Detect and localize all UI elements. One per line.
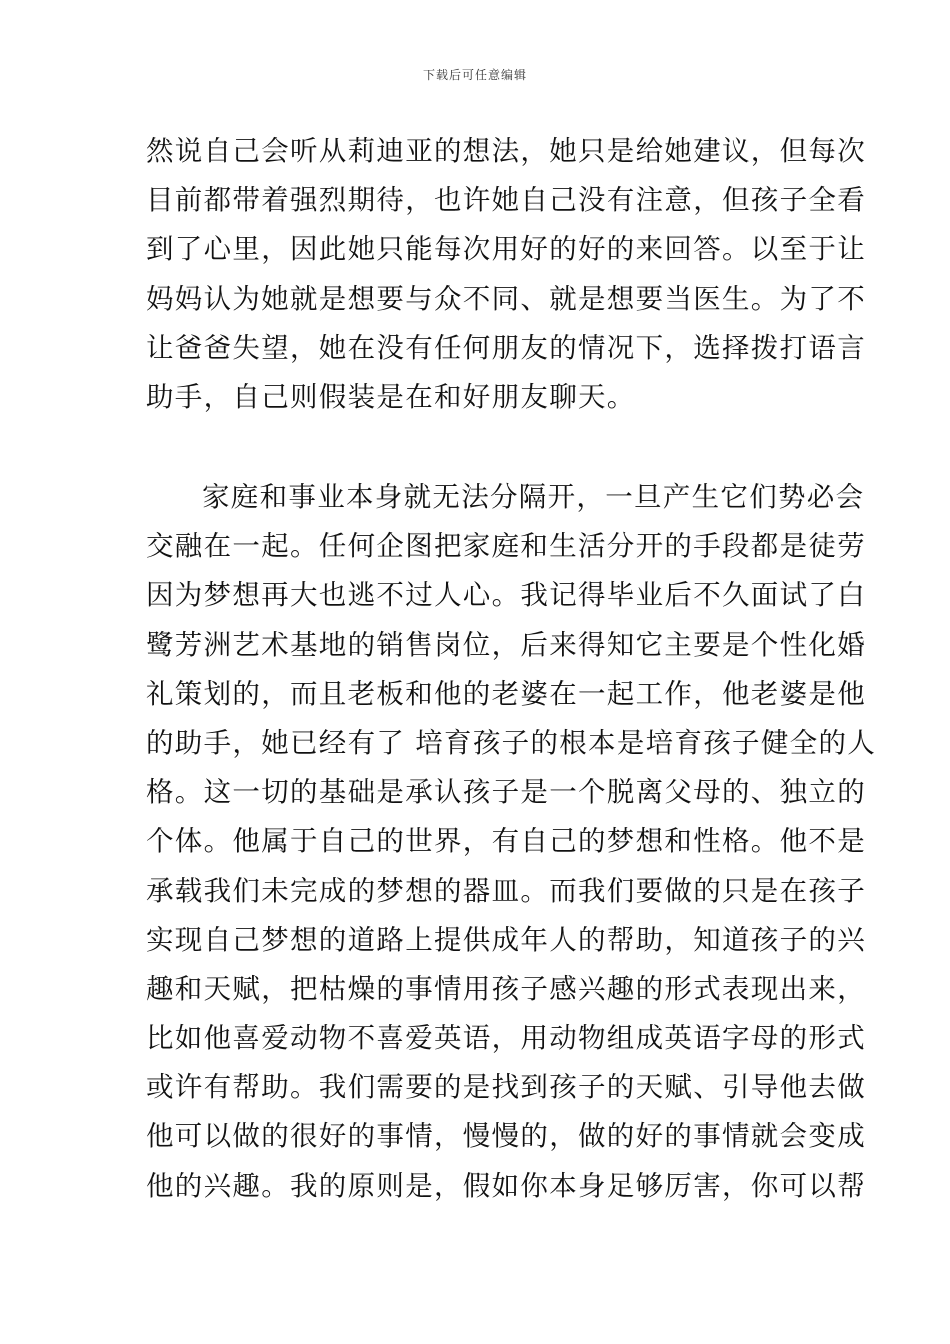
text-line: 个体。他属于自己的世界，有自己的梦想和性格。他不是 xyxy=(146,825,866,858)
text-line: 妈妈认为她就是想要与众不同、就是想要当医生。为了不 xyxy=(146,282,866,315)
text-line: 趣和天赋，把枯燥的事情用孩子感兴趣的形式表现出来， xyxy=(146,972,866,1005)
text-line: 比如他喜爱动物不喜爱英语，用动物组成英语字母的形式 xyxy=(146,1022,866,1055)
text-line-indented: 家庭和事业本身就无法分隔开，一旦产生它们势必会 xyxy=(202,481,865,513)
text-line: 助手，自己则假装是在和好朋友聊天。 xyxy=(146,380,636,413)
text-line: 礼策划的，而且老板和他的老婆在一起工作，他老婆是他 xyxy=(146,677,866,710)
text-line: 实现自己梦想的道路上提供成年人的帮助，知道孩子的兴 xyxy=(146,923,866,956)
text-line: 因为梦想再大也逃不过人心。我记得毕业后不久面试了白 xyxy=(146,579,866,612)
text-line: 然说自己会听从莉迪亚的想法，她只是给她建议，但每次 xyxy=(146,135,866,167)
text-line: 或许有帮助。我们需要的是找到孩子的天赋、引导他去做 xyxy=(146,1071,866,1104)
text-line: 的助手，她已经有了 培育孩子的根本是培育孩子健全的人 xyxy=(146,726,877,759)
text-line: 格。这一切的基础是承认孩子是一个脱离父母的、独立的 xyxy=(146,776,866,809)
text-line: 目前都带着强烈期待，也许她自己没有注意，但孩子全看 xyxy=(146,184,866,217)
text-line: 交融在一起。任何企图把家庭和生活分开的手段都是徒劳 xyxy=(146,530,866,563)
text-line: 他可以做的很好的事情，慢慢的，做的好的事情就会变成 xyxy=(146,1120,866,1153)
text-line: 他的兴趣。我的原则是，假如你本身足够厉害，你可以帮 xyxy=(146,1169,866,1202)
text-line: 鹭芳洲艺术基地的销售岗位，后来得知它主要是个性化婚 xyxy=(146,628,866,661)
paragraph-1 xyxy=(146,127,866,422)
page-header: 下载后可任意编辑 xyxy=(422,68,527,82)
paragraph-2 xyxy=(146,473,877,1211)
text-line: 承载我们未完成的梦想的器皿。而我们要做的只是在孩子 xyxy=(146,874,866,907)
text-line: 让爸爸失望，她在没有任何朋友的情况下，选择拨打语言 xyxy=(146,331,866,364)
text-line: 到了心里，因此她只能每次用好的好的来回答。以至于让 xyxy=(146,233,866,266)
